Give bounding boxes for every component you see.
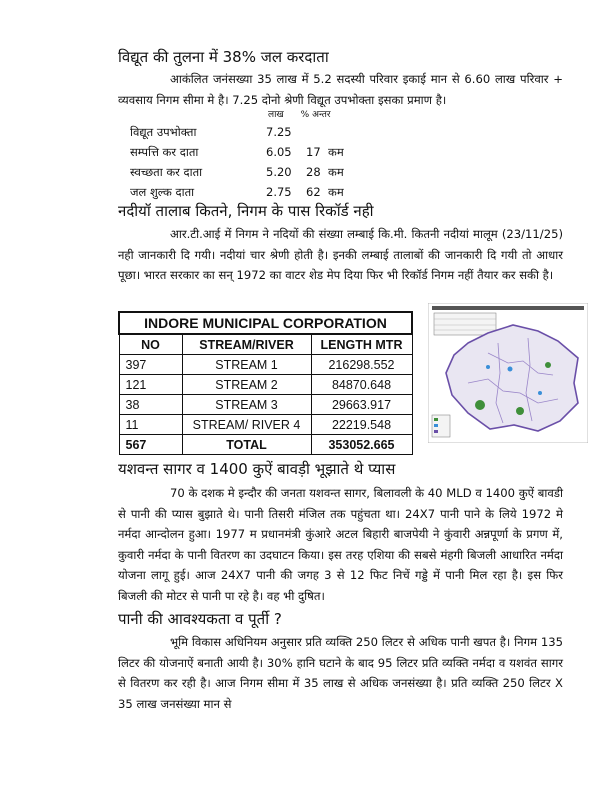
cell-no: 11 xyxy=(119,415,182,435)
total-label: TOTAL xyxy=(182,435,311,455)
comparison-header xyxy=(268,108,345,122)
section3-paragraph: 70 के दशक मे इन्दौर की जनता यशवन्त सागर, बिलावली के 40 MLD व 1400 कुऐं बावडी से पानी की प्यास बुझाते थे। पानी तिसरी मंजिल तक पहुंचता था। 24X7 पानी पाने के लिये 1972 मे नर्मदा आन्दोलन हुआ। 1977 म प्रधानमंत्री कुंआरे अटल बिहारी बाजपेयी ने कुंवारी अन्नपूर्णा के प्रगण में, कुवारी नर्मदा के पानी वितरण का उदघाटन किया। इस तरह एशिया की सबसे मंहगी बिजली आधारित नर्मदा योजना लागू हुई। आज 24X7 पानी की जगह 3 से 12 फिट निचें गड्डे में पानी मिल रहा है। इस फिर बिजली की मोटर से पानी पा रहे है। वह भी दुषित। xyxy=(118,486,563,603)
table-row xyxy=(119,395,412,415)
cell-stream: STREAM/ RIVER 4 xyxy=(182,415,311,435)
cell-no: 121 xyxy=(119,375,182,395)
comparison-row xyxy=(130,142,345,162)
comparison-row xyxy=(130,122,345,142)
row-note: कम xyxy=(328,185,344,199)
row-pct: 28 xyxy=(306,165,321,179)
section2-heading: नदीयॉ तालाब कितने, निगम के पास रिकॉर्ड नही xyxy=(118,202,374,220)
col-lakh: लाख xyxy=(268,110,284,120)
row-label: विद्यूत उपभोक्ता xyxy=(130,125,197,139)
cell-stream: STREAM 2 xyxy=(182,375,311,395)
section3-heading: यशवन्त सागर व 1400 कुऐं बावड़ी भूझाते थे प्यास xyxy=(118,460,396,478)
row-label: जल शुल्क दाता xyxy=(130,185,195,199)
row-value: 5.20 xyxy=(266,165,292,179)
comparison-table xyxy=(130,108,345,202)
cell-length: 84870.648 xyxy=(311,375,412,395)
cell-length: 29663.917 xyxy=(311,395,412,415)
table-row xyxy=(119,415,412,435)
header-stream: STREAM/RIVER xyxy=(182,334,311,355)
comparison-row xyxy=(130,182,345,202)
section1-heading: विद्यूत की तुलना में 38% जल करदाता xyxy=(118,48,329,66)
row-note: कम xyxy=(328,165,344,179)
row-value: 2.75 xyxy=(266,185,292,199)
table-total-row xyxy=(119,435,412,455)
cell-stream: STREAM 1 xyxy=(182,355,311,375)
section4-paragraph: भूमि विकास अधिनियम अनुसार प्रति व्यक्ति 250 लिटर से अधिक पानी खपत है। निगम 135 लिटर की योजनाऐं बनाती आयी है। 30% हानि घटाने के बाद 95 लिटर प्रति व्यक्ति नर्मदा व यशवंत सागर से वितरण कर रही है। आज निगम सीमा में 35 लाख से अधिक जनसंख्या है। प्रति व्यक्ति 250 लिटर X 35 लाख जनसंख्या मान से xyxy=(118,635,563,711)
header-no: NO xyxy=(119,334,182,355)
row-pct xyxy=(306,122,328,142)
table-row xyxy=(119,355,412,375)
table-title: INDORE MUNICIPAL CORPORATION xyxy=(119,312,412,334)
cell-stream: STREAM 3 xyxy=(182,395,311,415)
row-value: 6.05 xyxy=(266,145,292,159)
cell-no: 38 xyxy=(119,395,182,415)
total-no: 567 xyxy=(119,435,182,455)
cell-length: 22219.548 xyxy=(311,415,412,435)
row-label: सम्पत्ति कर दाता xyxy=(130,145,199,159)
col-pct: % अन्तर xyxy=(300,110,331,120)
row-value: 7.25 xyxy=(266,125,292,139)
row-label: स्वच्छता कर दाता xyxy=(130,165,203,179)
section4-heading: पानी की आवश्यकता व पूर्ती ? xyxy=(118,610,282,628)
cell-no: 397 xyxy=(119,355,182,375)
stream-length-table xyxy=(118,311,413,455)
watershed-map-image xyxy=(428,303,588,443)
row-pct: 17 xyxy=(306,145,321,159)
section1-paragraph: आकंलित जनंसख्या 35 लाख में 5.2 सदस्यी परिवार इकाई मान से 6.60 लाख परिवार + व्यवसाय निगम सीमा मे है। 7.25 दोनो श्रेणी विद्यूत उपभोक्ता इसका प्रमाण है। xyxy=(118,72,563,107)
header-length: LENGTH MTR xyxy=(311,334,412,355)
cell-length: 216298.552 xyxy=(311,355,412,375)
comparison-row xyxy=(130,162,345,182)
section2-paragraph: आर.टी.आई में निगम ने नदियों की संख्या लम्बाई कि.मी. कितनी नदीयां मालूम (23/11/25) नही जानकारी दि गयी। नदीयां चार श्रेणी होती है। इनकी लम्बाई तालाबों की जानकारी दि गयी तो आधार पूछा। भारत सरकार का सन् 1972 का वाटर शेड मेप दिया फिर भी रिकॉर्ड निगम नहीं तैयार कर सकी है। xyxy=(118,227,563,282)
table-row xyxy=(119,375,412,395)
row-note: कम xyxy=(328,145,344,159)
row-pct: 62 xyxy=(306,185,321,199)
total-length: 353052.665 xyxy=(311,435,412,455)
